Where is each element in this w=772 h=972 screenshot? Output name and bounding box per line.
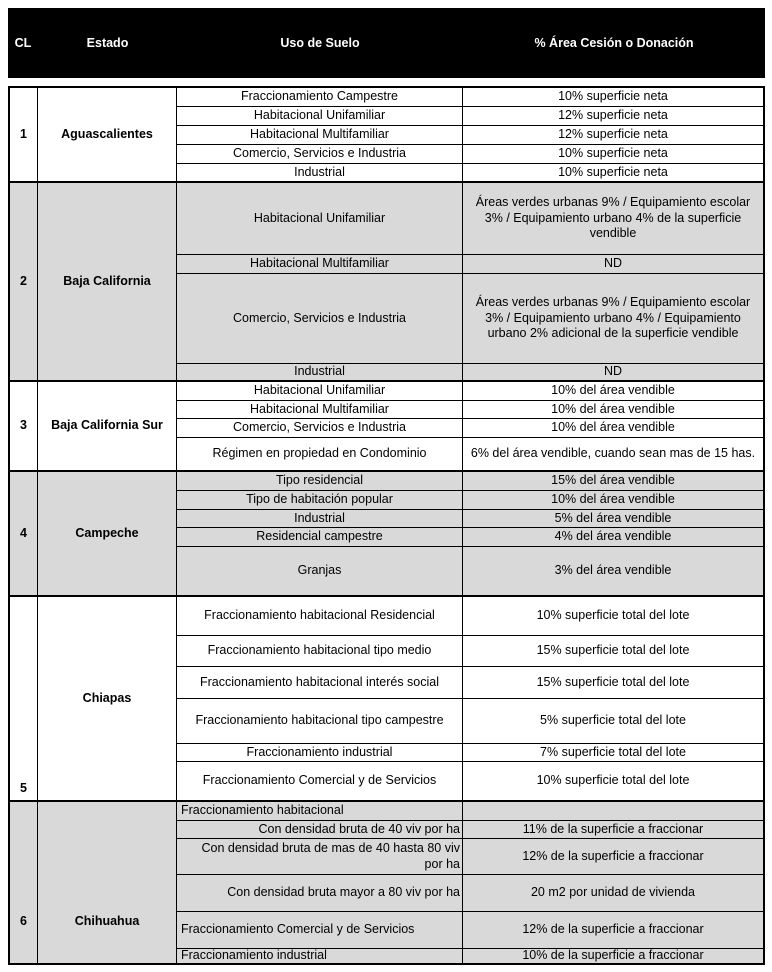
valor-cell: 10% del área vendible <box>463 382 763 401</box>
valor-cell: 10% superficie neta <box>463 88 763 107</box>
valor-cell: 15% del área vendible <box>463 472 763 491</box>
uso-cell: Comercio, Servicios e Industria <box>177 145 463 164</box>
valor-cell: 3% del área vendible <box>463 547 763 597</box>
valor-cell <box>463 802 763 821</box>
column-header-uso: Uso de Suelo <box>280 36 360 50</box>
uso-cell: Habitacional Unifamiliar <box>177 107 463 126</box>
cl-cell: 6 <box>10 802 38 963</box>
uso-cell: Con densidad bruta de 40 viv por ha <box>177 821 463 839</box>
valor-cell: 10% superficie total del lote <box>463 597 763 636</box>
estado-cell: Chihuahua <box>38 802 177 963</box>
uso-cell: Habitacional Unifamiliar <box>177 382 463 401</box>
valor-cell: 15% superficie total del lote <box>463 636 763 667</box>
valor-cell: 5% superficie total del lote <box>463 699 763 744</box>
valor-cell: 10% de la superficie a fraccionar <box>463 949 763 963</box>
cl-cell: 2 <box>10 183 38 382</box>
valor-cell: ND <box>463 364 763 382</box>
uso-cell: Fraccionamiento habitacional Residencial <box>177 597 463 636</box>
uso-cell: Comercio, Servicios e Industria <box>177 419 463 438</box>
uso-cell: Fraccionamiento habitacional interés social <box>177 667 463 699</box>
uso-cell: Habitacional Unifamiliar <box>177 183 463 255</box>
valor-cell: 10% del área vendible <box>463 491 763 510</box>
valor-cell: 15% superficie total del lote <box>463 667 763 699</box>
valor-cell: 10% superficie neta <box>463 145 763 164</box>
valor-cell: Áreas verdes urbanas 9% / Equipamiento escolar 3% / Equipamiento urbano 4% / Equipamiento urbano 2% adicional de la superficie vendible <box>463 274 763 364</box>
uso-cell: Con densidad bruta mayor a 80 viv por ha <box>177 875 463 912</box>
valor-cell: 11% de la superficie a fraccionar <box>463 821 763 839</box>
valor-cell: 6% del área vendible, cuando sean mas de 15 has. <box>463 438 763 472</box>
valor-cell: 12% de la superficie a fraccionar <box>463 912 763 949</box>
cl-cell: 1 <box>10 88 38 183</box>
uso-cell: Fraccionamiento habitacional tipo campestre <box>177 699 463 744</box>
estado-cell: Aguascalientes <box>38 88 177 183</box>
uso-cell: Tipo residencial <box>177 472 463 491</box>
valor-cell: 10% del área vendible <box>463 419 763 438</box>
uso-cell: Residencial campestre <box>177 528 463 547</box>
uso-cell: Granjas <box>177 547 463 597</box>
cl-cell: 4 <box>10 472 38 597</box>
cl-cell: 3 <box>10 382 38 472</box>
valor-cell: ND <box>463 255 763 274</box>
valor-cell: 10% del área vendible <box>463 401 763 419</box>
valor-cell: 12% de la superficie a fraccionar <box>463 839 763 875</box>
uso-cell: Régimen en propiedad en Condominio <box>177 438 463 472</box>
estado-cell: Chiapas <box>38 597 177 802</box>
uso-cell: Habitacional Multifamiliar <box>177 401 463 419</box>
uso-cell: Habitacional Multifamiliar <box>177 255 463 274</box>
uso-cell: Industrial <box>177 364 463 382</box>
uso-cell: Fraccionamiento Comercial y de Servicios <box>177 912 463 949</box>
uso-cell: Fraccionamiento industrial <box>177 744 463 762</box>
estado-cell: Baja California <box>38 183 177 382</box>
uso-cell: Comercio, Servicios e Industria <box>177 274 463 364</box>
uso-cell: Fraccionamiento habitacional tipo medio <box>177 636 463 667</box>
uso-cell: Habitacional Multifamiliar <box>177 126 463 145</box>
valor-cell: Áreas verdes urbanas 9% / Equipamiento escolar 3% / Equipamiento urbano 4% de la superficie vendible <box>463 183 763 255</box>
valor-cell: 4% del área vendible <box>463 528 763 547</box>
table-header <box>8 8 765 78</box>
uso-cell: Fraccionamiento habitacional <box>177 802 463 821</box>
uso-cell: Tipo de habitación popular <box>177 491 463 510</box>
valor-cell: 20 m2 por unidad de vivienda <box>463 875 763 912</box>
uso-cell: Con densidad bruta de mas de 40 hasta 80 viv por ha <box>177 839 463 875</box>
uso-cell: Industrial <box>177 164 463 183</box>
uso-cell: Fraccionamiento Campestre <box>177 88 463 107</box>
uso-cell: Industrial <box>177 510 463 528</box>
uso-cell: Fraccionamiento industrial <box>177 949 463 963</box>
valor-cell: 10% superficie total del lote <box>463 762 763 802</box>
valor-cell: 12% superficie neta <box>463 107 763 126</box>
valor-cell: 5% del área vendible <box>463 510 763 528</box>
valor-cell: 7% superficie total del lote <box>463 744 763 762</box>
column-header-donacion: % Área Cesión o Donación <box>534 36 694 50</box>
cl-cell: 5 <box>10 597 38 802</box>
column-header-estado: Estado <box>86 36 129 50</box>
uso-cell: Fraccionamiento Comercial y de Servicios <box>177 762 463 802</box>
valor-cell: 10% superficie neta <box>463 164 763 183</box>
column-header-cl: CL <box>14 36 32 50</box>
valor-cell: 12% superficie neta <box>463 126 763 145</box>
estado-cell: Baja California Sur <box>38 382 177 472</box>
donacion-table <box>8 86 765 965</box>
estado-cell: Campeche <box>38 472 177 597</box>
